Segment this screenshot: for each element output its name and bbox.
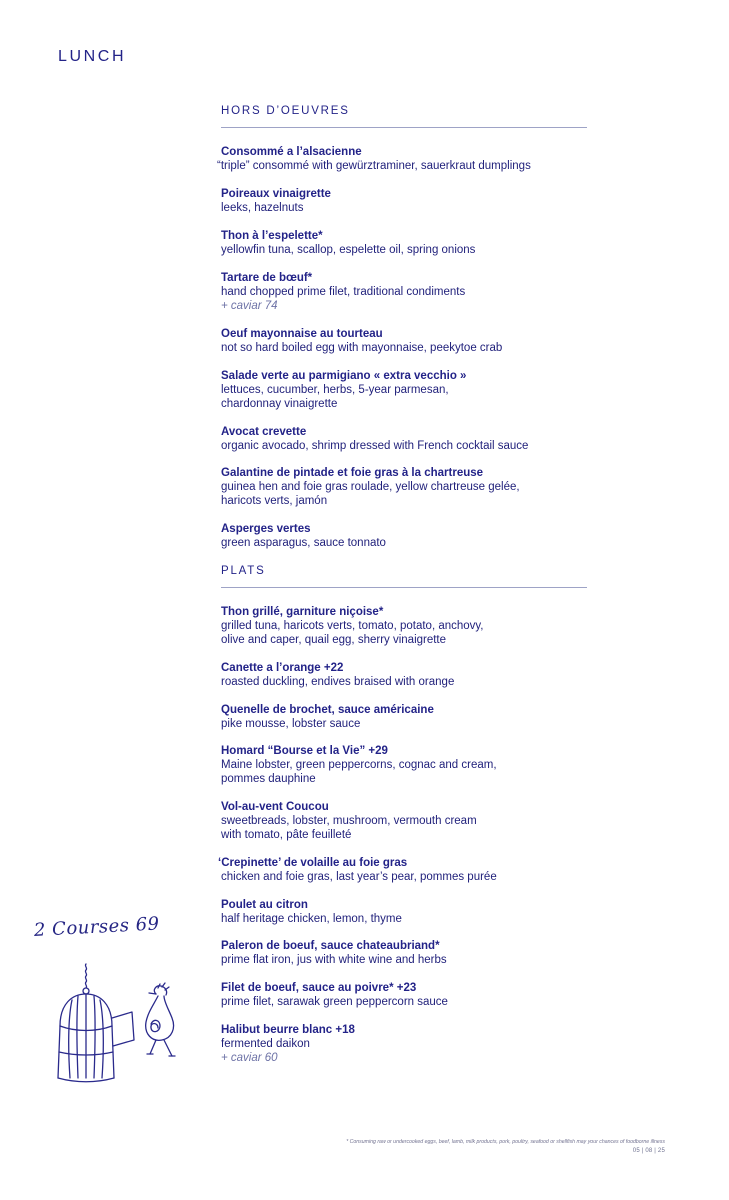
menu-item-thon-espelette — [221, 229, 641, 257]
item-supplement: + caviar 60 — [221, 1052, 278, 1064]
item-description: pike mousse, lobster sauce — [221, 718, 361, 730]
item-name: Avocat crevette — [221, 426, 307, 438]
menu-item-vol-au-vent — [221, 800, 641, 842]
item-description: prime filet, sarawak green peppercorn sauce — [221, 996, 448, 1008]
item-name: Thon grillé, garniture niçoise* — [221, 606, 384, 618]
section-hors-doeuvres — [221, 104, 641, 128]
item-name: Paleron de boeuf, sauce chateaubriand* — [221, 940, 440, 952]
section-header-hors-doeuvres: HORS D’OEUVRES — [221, 105, 350, 117]
menu-item-galantine — [221, 466, 641, 508]
birdcage-icon — [58, 964, 134, 1082]
item-description: leeks, hazelnuts — [221, 202, 304, 214]
menu-item-quenelle — [221, 703, 641, 731]
item-description: chicken and foie gras, last year’s pear, pommes purée — [221, 871, 497, 883]
menu-item-poulet — [221, 898, 641, 926]
item-name: Galantine de pintade et foie gras à la chartreuse — [221, 467, 484, 479]
menu-item-poireaux — [221, 187, 641, 215]
bird-icon — [146, 983, 175, 1056]
footnote: * Consuming raw or undercooked eggs, beef, lamb, milk products, pork, poultry, seafood or shellfish may your chances of foodborne illness — [346, 1139, 665, 1145]
item-description: sweetbreads, lobster, mushroom, vermouth cream with tomato, pâte feuilleté — [221, 815, 477, 841]
menu-item-salade-verte — [221, 369, 641, 411]
item-description: “triple” consommé with gewürztraminer, sauerkraut dumplings — [217, 160, 531, 172]
page-title: LUNCH — [58, 48, 127, 65]
item-description: hand chopped prime filet, traditional condiments — [221, 286, 466, 298]
item-name: Quenelle de brochet, sauce américaine — [221, 704, 434, 716]
date-stamp: 05 | 08 | 25 — [632, 1148, 665, 1154]
item-description: grilled tuna, haricots verts, tomato, potato, anchovy, olive and caper, quail egg, sherry vinaigrette — [221, 620, 484, 646]
section-divider — [221, 587, 587, 588]
item-name: Vol-au-vent Coucou — [221, 801, 329, 813]
item-name: Homard “Bourse et la Vie” +29 — [221, 745, 388, 757]
menu-item-homard — [221, 744, 641, 786]
menu-item-tartare — [221, 271, 641, 313]
item-name: Tartare de bœuf* — [221, 272, 313, 284]
section-header-plats: PLATS — [221, 565, 266, 577]
item-description: guinea hen and foie gras roulade, yellow chartreuse gelée, haricots verts, jamón — [221, 481, 520, 507]
item-name: Canette a l’orange +22 — [221, 662, 344, 674]
item-description: organic avocado, shrimp dressed with French cocktail sauce — [221, 440, 529, 452]
menu-item-crepinette — [218, 856, 641, 884]
menu-item-paleron — [221, 939, 641, 967]
item-description: not so hard boiled egg with mayonnaise, peekytoe crab — [221, 342, 503, 354]
menu-item-thon-grille — [221, 605, 641, 647]
item-description: yellowfin tuna, scallop, espelette oil, spring onions — [221, 244, 476, 256]
menu-item-oeuf-mayonnaise — [221, 327, 641, 355]
item-name: Poulet au citron — [221, 899, 308, 911]
menu-item-consomme — [217, 145, 641, 173]
section-divider — [221, 127, 587, 128]
item-name: Asperges vertes — [221, 523, 311, 535]
illustration — [48, 960, 198, 1090]
item-description: Maine lobster, green peppercorns, cognac and cream, pommes dauphine — [221, 759, 497, 785]
menu-item-canette — [221, 661, 641, 689]
item-supplement: + caviar 74 — [221, 300, 278, 312]
section-plats — [221, 564, 641, 588]
item-description: prime flat iron, jus with white wine and herbs — [221, 954, 447, 966]
item-name: Salade verte au parmigiano « extra vecchio » — [221, 370, 467, 382]
item-name: Halibut beurre blanc +18 — [221, 1024, 355, 1036]
item-description: roasted duckling, endives braised with orange — [221, 676, 455, 688]
item-description: fermented daikon — [221, 1038, 310, 1050]
item-name: Consommé a l’alsacienne — [221, 146, 362, 158]
menu-item-halibut — [221, 1023, 641, 1065]
item-name: Thon à l’espelette* — [221, 230, 323, 242]
item-name: Filet de boeuf, sauce au poivre* +23 — [221, 982, 417, 994]
menu-item-asperges — [221, 522, 641, 550]
courses-price-label: 2 Courses 69 — [33, 913, 161, 941]
item-name: Oeuf mayonnaise au tourteau — [221, 328, 383, 340]
item-description: lettuces, cucumber, herbs, 5-year parmesan, chardonnay vinaigrette — [221, 384, 449, 410]
menu-item-avocat-crevette — [221, 425, 641, 453]
menu-item-filet — [221, 981, 641, 1009]
item-name: ‘Crepinette’ de volaille au foie gras — [218, 857, 408, 869]
item-name: Poireaux vinaigrette — [221, 188, 331, 200]
item-description: green asparagus, sauce tonnato — [221, 537, 386, 549]
item-description: half heritage chicken, lemon, thyme — [221, 913, 402, 925]
